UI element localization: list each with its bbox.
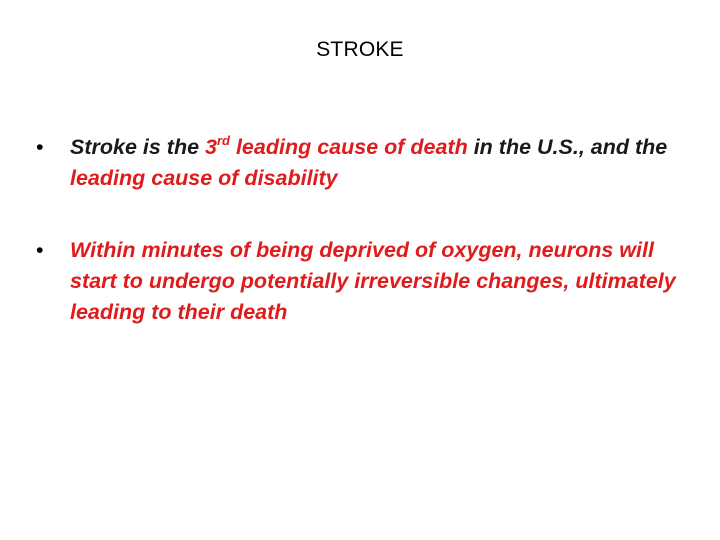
- highlight-rank-suffix: rd: [216, 133, 230, 148]
- bullet-list: [34, 132, 694, 328]
- bullet-item-stroke-ranking: [34, 132, 694, 194]
- slide-title: STROKE: [316, 38, 404, 61]
- bullet-dot-icon: •: [36, 135, 44, 159]
- bullet-dot-icon: •: [36, 238, 44, 262]
- highlight-neuron-damage-text: Within minutes of being deprived of oxygen, neurons will start to undergo potentially irreversible changes, ultimately leading to their death: [70, 238, 676, 324]
- bullet-text-segment: Stroke is the: [70, 135, 206, 159]
- highlight-cause-of-death: leading cause of death: [229, 135, 468, 159]
- bullet-item-neuron-damage: [34, 235, 694, 328]
- highlight-cause-of-disability: leading cause of disability: [70, 166, 338, 190]
- highlight-rank-number: 3: [205, 135, 217, 159]
- bullet-text-segment: in the U.S., and the: [467, 135, 668, 159]
